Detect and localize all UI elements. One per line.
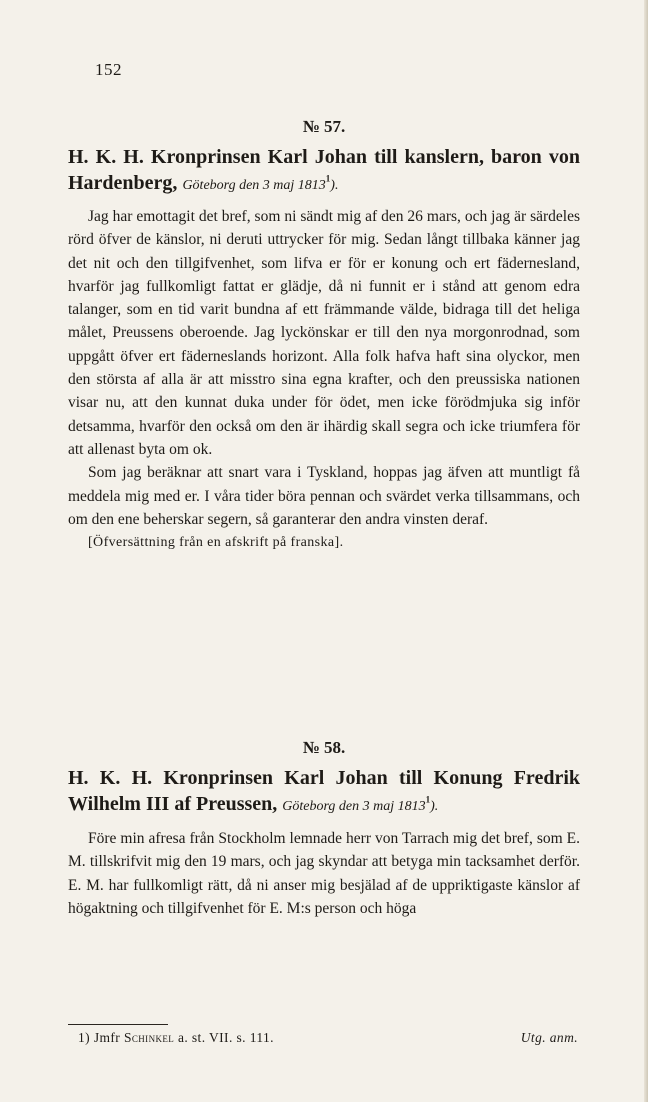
letter-57-paragraph-2: Som jag beräknar att snart vara i Tyskland, hoppas jag äfven att muntligt få meddela mig med er. I våra tider böra pennan och svärdet verka tillsammans, och om den ene beherskar segern, så garanterar den andra vinsten deraf.: [68, 464, 580, 528]
letter-58-footnote-mark: 1: [425, 794, 431, 805]
letter-57-heading: [68, 144, 580, 199]
letter-57-heading-close: ).: [330, 178, 339, 193]
footnote-author: Schinkel: [123, 1030, 175, 1045]
letter-57-translation-note: [Öfversättning från en afskrift på franska].: [88, 535, 344, 551]
letter-57-heading-main: H. K. H. Kronprinsen Karl Johan till kanslern, baron von Hardenberg,: [68, 146, 580, 194]
page-edge: [644, 0, 648, 1102]
footnote: [78, 1030, 578, 1046]
letter-57-heading-date: Göteborg den 3 maj 1813: [182, 178, 326, 193]
letter-58-heading-close: ).: [430, 799, 439, 814]
letter-58-heading: [68, 765, 580, 820]
letter-57-body: [68, 205, 580, 554]
letter-58-number: № 58.: [302, 738, 346, 757]
footnote-mark: 1): [78, 1030, 91, 1045]
footnote-editor-note: Utg. anm.: [520, 1030, 578, 1045]
letter-57-number: № 57.: [302, 117, 346, 136]
letter-58-paragraph-1: Före min afresa från Stockholm lemnade herr von Tarrach mig det bref, som E. M. tillskrifvit mig den 19 mars, och jag skyndar att betyga min tacksamhet derför. E. M. har fullkomligt rätt, då ni anser mig besjälad af de uppriktigaste känslor af högaktning och tillgifvenhet för E. M:s person och höga: [68, 830, 580, 917]
footnote-reference: a. st. VII. s. 111.: [177, 1030, 274, 1045]
letter-58-body: [68, 827, 580, 920]
footnote-rule: [68, 1024, 168, 1025]
page-number: 152: [95, 60, 122, 79]
letter-57-footnote-mark: 1: [325, 173, 331, 184]
letter-58-heading-main: H. K. H. Kronprinsen Karl Johan till Konung Fredrik Wilhelm III af Preussen,: [68, 767, 580, 815]
letter-58-heading-date: Göteborg den 3 maj 1813: [282, 799, 426, 814]
letter-57-paragraph-1: Jag har emottagit det bref, som ni sändt mig af den 26 mars, och jag är särdeles rörd öfver de känslor, ni deruti uttrycker för mig. Sedan långt tillbaka känner jag det nit och den tillgifvenhet, som lifva er för er konung och ert fädernesland, hvarför jag fullkomligt fattat er glädje, då ni funnit er i stånd att genom edra talanger, som en tid varit bundna af ett främmande välde, bidraga till det heliga målet, Preussens oberoende. Jag lyckönskar er till den nya morgonrodnad, som uppgått öfver ert fäderneslands horizont. Alla folk hafva haft sina olyckor, men den största af alla är att misstro sina egna krafter, och den preussiska nationen visar nu, att den kunnat duka under för ödet, men icke förödmjuka sig inför detsamma, hvarför den också om den är ihärdig skall segra och icke triumfera för att allenast byta om ok.: [68, 208, 580, 458]
footnote-prefix: Jmfr: [93, 1030, 121, 1045]
